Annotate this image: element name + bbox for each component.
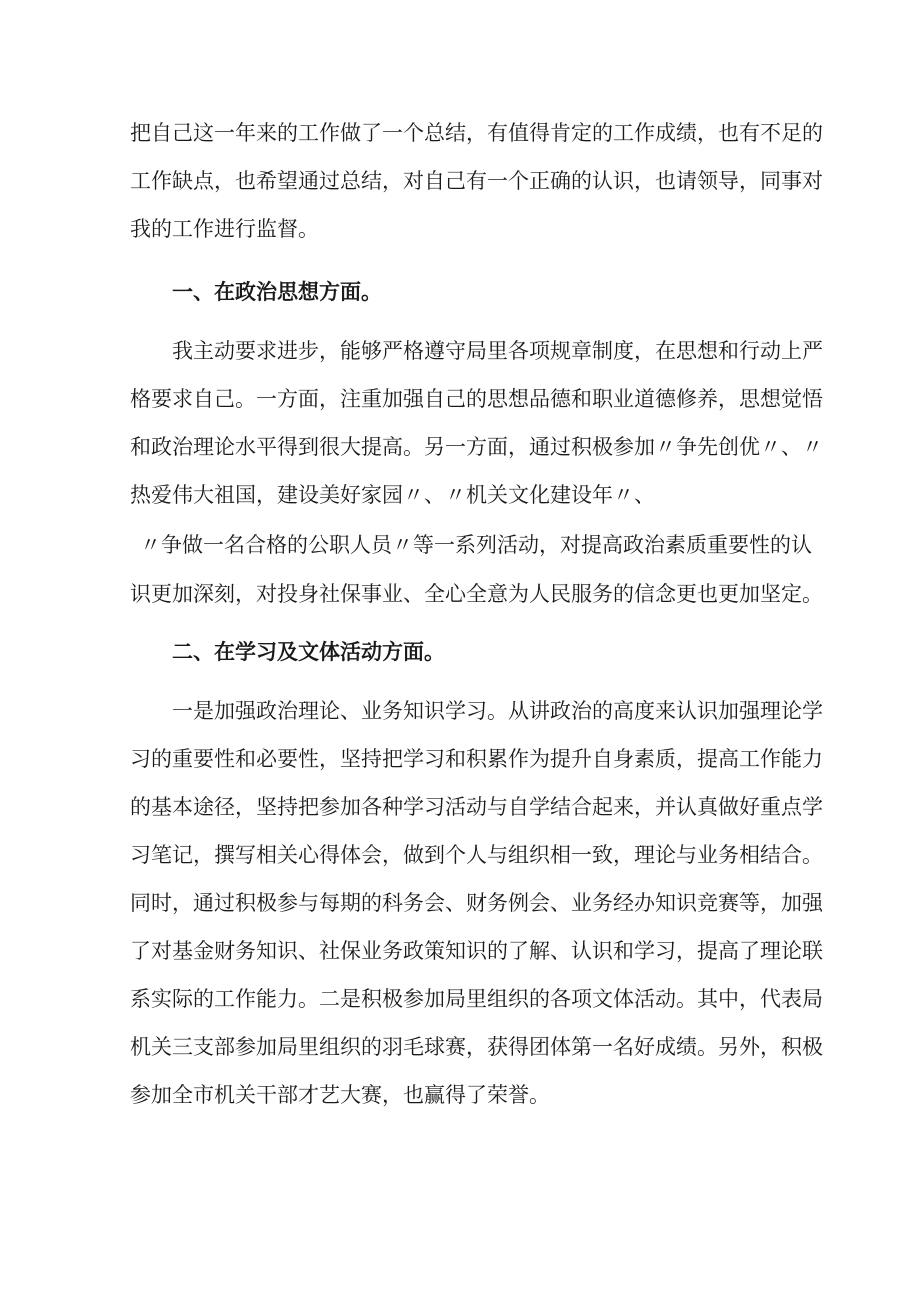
politics-line-5: 〃争做一名合格的公职人员〃等一系列活动，对提高政治素质重要性的认	[140, 533, 812, 557]
section-heading-politics: 一、在政治思想方面。	[172, 280, 382, 304]
study-line-2: 习的重要性和必要性，坚持把学习和积累作为提升自身素质，提高工作能力	[130, 747, 823, 771]
study-line-1: 一是加强政治理论、业务知识学习。从讲政治的高度来认识加强理论学	[172, 699, 823, 723]
study-line-4: 习笔记，撰写相关心得体会，做到个人与组织相一致，理论与业务相结合。	[130, 843, 823, 867]
intro-line-1: 把自己这一年来的工作做了一个总结，有值得肯定的工作成绩，也有不足的	[130, 121, 823, 145]
intro-line-2: 工作缺点，也希望通过总结，对自己有一个正确的认识，也请领导，同事对	[130, 169, 823, 193]
study-line-8: 机关三支部参加局里组织的羽毛球赛，获得团体第一名好成绩。另外，积极	[130, 1035, 823, 1059]
study-line-7: 系实际的工作能力。二是积极参加局里组织的各项文体活动。其中，代表局	[130, 987, 823, 1011]
study-line-6: 了对基金财务知识、社保业务政策知识的了解、认识和学习，提高了理论联	[130, 939, 823, 963]
section-heading-study: 二、在学习及文体活动方面。	[172, 640, 445, 664]
intro-line-3: 我的工作进行监督。	[130, 217, 319, 241]
study-line-5: 同时，通过积极参与每期的科务会、财务例会、业务经办知识竞赛等，加强	[130, 891, 823, 915]
politics-line-4: 热爱伟大祖国，建设美好家园〃、〃机关文化建设年〃、	[130, 483, 655, 507]
study-line-9: 参加全市机关干部才艺大赛，也赢得了荣誉。	[130, 1083, 550, 1107]
politics-line-2: 格要求自己。一方面，注重加强自己的思想品德和职业道德修养，思想觉悟	[130, 387, 823, 411]
politics-line-1: 我主动要求进步，能够严格遵守局里各项规章制度，在思想和行动上严	[172, 339, 823, 363]
politics-line-6: 识更加深刻，对投身社保事业、全心全意为人民服务的信念更也更加坚定。	[130, 582, 823, 606]
politics-line-3: 和政治理论水平得到很大提高。另一方面，通过积极参加〃争先创优〃、〃	[130, 435, 823, 459]
study-line-3: 的基本途径，坚持把参加各种学习活动与自学结合起来，并认真做好重点学	[130, 795, 823, 819]
